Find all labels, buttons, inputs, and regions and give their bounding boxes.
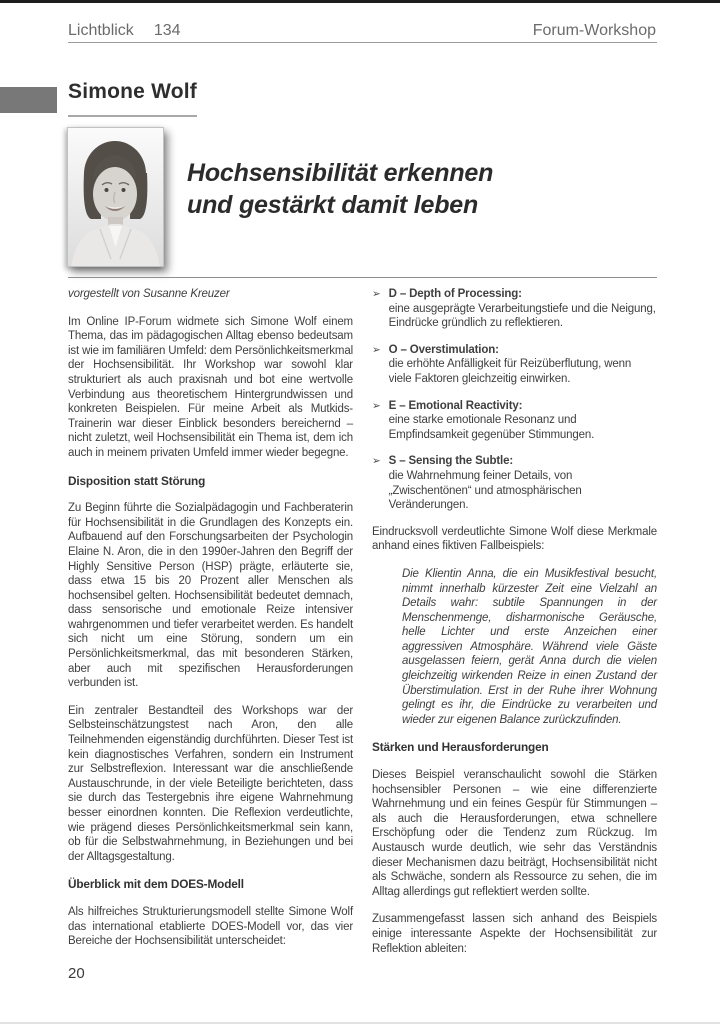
- paragraph-staerken: Dieses Beispiel veranschaulicht sowohl die Stärken hochsensibler Personen – wie eine differenzierte Wahrnehmung und ein feines Gespür für Stimmungen – als auch die Herausforderungen, etwa schnellere Erschöpfung oder die Tendenz zum Rückzug. Im Austausch wurde deutlich, wie sehr das Verständnis dieser Mechanismen dazu beiträgt, Hochsensibilität nicht als Schwäche, sondern als Ressource zu sehen, die im Alltag allerdings gut reflektiert werden sollte.: [372, 769, 657, 898]
- issue-number: 134: [153, 22, 181, 39]
- arrow-bullet-icon: ➢: [372, 399, 381, 412]
- left-column: [68, 287, 353, 969]
- right-column: [372, 287, 657, 969]
- subheading-disposition: Disposition statt Störung: [68, 473, 206, 488]
- byline: vorgestellt von Susanne Kreuzer: [68, 288, 230, 300]
- list-item-term: E – Emotional Reactivity:: [388, 399, 523, 412]
- arrow-bullet-icon: ➢: [372, 288, 381, 300]
- subheading-does-modell: Überblick mit dem DOES-Modell: [68, 877, 244, 892]
- section-name: Forum-Workshop: [532, 22, 656, 39]
- magazine-name: Lichtblick: [68, 22, 134, 39]
- case-example-quote: Die Klientin Anna, die ein Musikfestival besucht, nimmt innerhalb kürzester Zeit eine Vielzahl an Details wahr: subtile Spannungen in der Menschenmenge, disharmonische Geräusche, helle Lichter und erste Anzeichen einer aggressiven Atmosphäre. Während viele Gäste ausgelassen feiern, gerät Anna durch die vielen gleichzeitig wirkenden Reize in einen Zustand der Überstimulation. Erst in der Ruhe ihrer Wohnung gelingt es ihr, die Eindrücke zu verarbeiten und wieder zur eigenen Balance zurückzufinden.: [402, 567, 657, 726]
- paragraph-zusammenfassung: Zusammengefasst lassen sich anhand des Beispiels einige interessante Aspekte der Hochsensibilität zur Reflektion ableiten:: [372, 913, 657, 955]
- author-rule: [68, 115, 197, 117]
- list-item-desc: die erhöhte Anfälligkeit für Reizüberflutung, wenn viele Faktoren gleichzeitig einwirken.: [388, 358, 632, 385]
- arrow-bullet-icon: ➢: [372, 343, 381, 356]
- list-item-desc: die Wahrnehmung feiner Details, von „Zwischentönen“ und atmosphärischen Veränderungen.: [388, 469, 582, 512]
- page-number: 20: [68, 965, 85, 982]
- does-list: [372, 287, 657, 513]
- article-title: [187, 157, 493, 221]
- author-heading: Simone Wolf: [68, 80, 197, 103]
- list-item-body: [389, 343, 657, 387]
- list-item-sensing-the-subtle: [372, 454, 657, 512]
- list-item-body: [389, 399, 657, 443]
- list-item-term: O – Overstimulation:: [388, 343, 499, 356]
- article-title-line1: Hochsensibilität erkennen: [187, 159, 494, 187]
- margin-tab: [0, 87, 57, 113]
- running-head: [68, 22, 656, 40]
- paragraph-grundlagen: Zu Beginn führte die Sozialpädagogin und Fachberaterin für Hochsensibilität in die Grundlagen des Konzepts ein. Aufbauend auf den Forschungsarbeiten der Psychologin Elaine N. Aron, die in den 1990er-Jahren den Begriff der Highly Sensitive Person (HSP) prägte, erläuterte sie, dass etwa 15 bis 20 Prozent aller Menschen als hochsensibel gelten. Hochsensibilität bedeutet demnach, dass sensorische und emotionale Reize intensiver wahrgenommen und tiefer verarbeitet werden. Es handelt sich nicht um eine Störung, sondern um ein Persönlichkeitsmerkmal, das mit besonderen Stärken, aber auch mit spezifischen Herausforderungen verbunden ist.: [68, 502, 353, 690]
- paragraph-intro: Im Online IP-Forum widmete sich Simone Wolf einem Thema, das im pädagogischen Alltag ebenso bedeutsam ist wie im familiären Umfeld: dem Persönlichkeitsmerkmal der Hochsensibilität. Ihr Workshop war sowohl klar strukturiert als auch praxisnah und bot eine wertvolle Verbindung aus theoretischem Hintergrundwissen und konkreten Beispielen. Für meine Arbeit als Mutkids-Trainerin war dieser Einblick besonders bereichernd – nicht zuletzt, weil Hochsensibilität ein Thema ist, dem ich auch in meinem privaten Umfeld immer wieder begegne.: [68, 315, 353, 459]
- list-item-term: D – Depth of Processing:: [388, 288, 522, 300]
- portrait-image: [67, 127, 164, 267]
- article-body: [68, 287, 657, 969]
- article-title-line2: und gestärkt damit leben: [187, 191, 479, 219]
- header-rule: [68, 42, 657, 43]
- arrow-bullet-icon: ➢: [372, 455, 381, 468]
- paragraph-fallbeispiel-intro: Eindrucksvoll verdeutlichte Simone Wolf diese Merkmale anhand eines fiktiven Fallbeispiels:: [372, 525, 657, 553]
- list-item-emotional-reactivity: [372, 399, 657, 443]
- list-item-body: [389, 454, 657, 512]
- list-item-body: [389, 287, 657, 331]
- list-item-depth-of-processing: [372, 287, 657, 331]
- author-portrait-photo: [67, 127, 164, 267]
- list-item-desc: eine starke emotionale Resonanz und Empfindsamkeit gegenüber Stimmungen.: [388, 414, 595, 441]
- paragraph-selbsttest: Ein zentraler Bestandteil des Workshops war der Selbsteinschätzungstest nach Aron, den alle Teilnehmenden eigenständig durchführten. Dieser Test ist kein diagnostisches Verfahren, sondern ein Instrument zur Selbstreflexion. Interessant war die anschließende Austauschrunde, in der viele Beteiligte berichteten, dass sie durch das Testergebnis ihre eigene Wahrnehmung besser einordnen konnten. Die Reflexion verdeutlichte, wie prägend dieses Persönlichkeitsmerkmal sein kann, ob für die Selbstwahrnehmung, in Beziehungen und bei der Alltagsgestaltung.: [68, 704, 353, 863]
- list-item-desc: eine ausgeprägte Verarbeitungstiefe und die Neigung, Eindrücke gründlich zu reflektieren.: [388, 302, 656, 330]
- subheading-staerken: Stärken und Herausforderungen: [372, 740, 549, 755]
- title-rule: [68, 277, 657, 278]
- paragraph-does-einleitung: Als hilfreiches Strukturierungsmodell stellte Simone Wolf das international etablierte DOES-Modell vor, das vier Bereiche der Hochsensibilität unterscheidet:: [68, 905, 353, 948]
- list-item-term: S – Sensing the Subtle:: [388, 455, 514, 468]
- list-item-overstimulation: [372, 343, 657, 387]
- page-top-edge: [0, 0, 720, 3]
